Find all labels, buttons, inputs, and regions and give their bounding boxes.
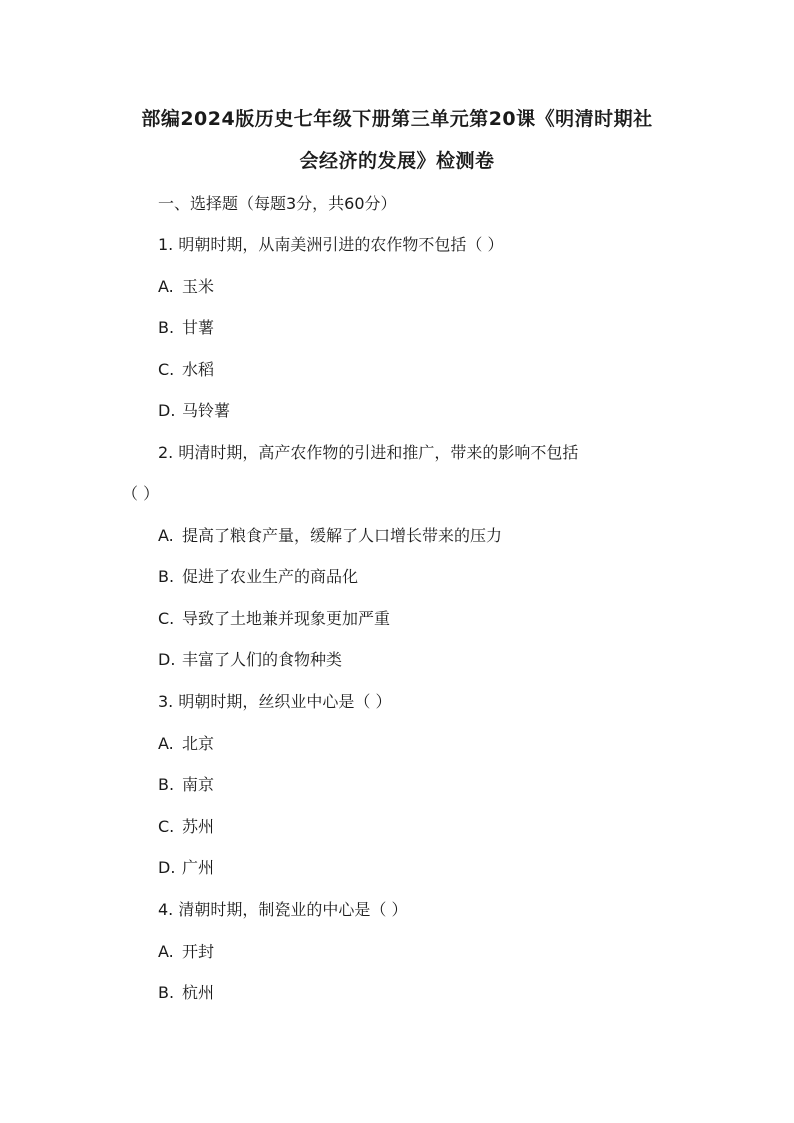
option-text: 苏州 — [182, 817, 215, 836]
question-2-option-a — [158, 523, 502, 546]
option-letter: A. — [158, 942, 174, 961]
option-letter: A. — [158, 526, 174, 545]
option-text: 玉米 — [182, 277, 215, 296]
option-letter: A. — [158, 277, 174, 296]
question-1-option-a — [158, 274, 214, 297]
question-1-option-b — [158, 315, 214, 338]
option-text: 甘薯 — [182, 318, 215, 337]
section-header: 一、选择题（每题3分，共60分） — [158, 194, 397, 213]
option-text: 北京 — [182, 734, 215, 753]
option-text: 丰富了人们的食物种类 — [182, 650, 343, 669]
option-text: 南京 — [182, 775, 215, 794]
option-text: 马铃薯 — [182, 401, 231, 420]
option-text: 水稻 — [182, 360, 215, 379]
question-2-option-c — [158, 606, 390, 629]
option-letter: C. — [158, 817, 175, 836]
question-4-option-a — [158, 939, 214, 962]
question-1-option-d — [158, 398, 230, 421]
question-4-option-b — [158, 980, 214, 1003]
question-4-stem: 4. 清朝时期，制瓷业的中心是（ ） — [158, 900, 408, 919]
question-3-option-c — [158, 814, 214, 837]
option-letter: D. — [158, 650, 176, 669]
option-text: 广州 — [182, 858, 215, 877]
option-text: 导致了土地兼并现象更加严重 — [182, 609, 391, 628]
option-letter: B. — [158, 983, 175, 1002]
question-2-stem-continuation: （ ） — [122, 484, 160, 503]
option-letter: B. — [158, 318, 175, 337]
question-2-option-b — [158, 564, 358, 587]
question-3-option-d — [158, 855, 214, 878]
document-title-line-2: 会经济的发展》检测卷 — [299, 150, 495, 172]
question-3-option-a — [158, 731, 214, 754]
option-letter: A. — [158, 734, 174, 753]
option-letter: D. — [158, 858, 176, 877]
question-1-option-c — [158, 357, 214, 380]
question-3-option-b — [158, 772, 214, 795]
document-title-line-1: 部编2024版历史七年级下册第三单元第20课《明清时期社 — [141, 108, 653, 130]
option-letter: C. — [158, 609, 175, 628]
option-text: 杭州 — [182, 983, 215, 1002]
question-1-stem: 1. 明朝时期，从南美洲引进的农作物不包括（ ） — [158, 235, 504, 254]
option-text: 开封 — [182, 942, 215, 961]
option-letter: C. — [158, 360, 175, 379]
option-letter: D. — [158, 401, 176, 420]
option-text: 促进了农业生产的商品化 — [182, 567, 359, 586]
question-2-option-d — [158, 647, 342, 670]
question-2-stem: 2. 明清时期，高产农作物的引进和推广，带来的影响不包括 — [158, 443, 579, 462]
option-letter: B. — [158, 775, 175, 794]
option-letter: B. — [158, 567, 175, 586]
option-text: 提高了粮食产量，缓解了人口增长带来的压力 — [182, 526, 503, 545]
question-3-stem: 3. 明朝时期，丝织业中心是（ ） — [158, 692, 392, 711]
